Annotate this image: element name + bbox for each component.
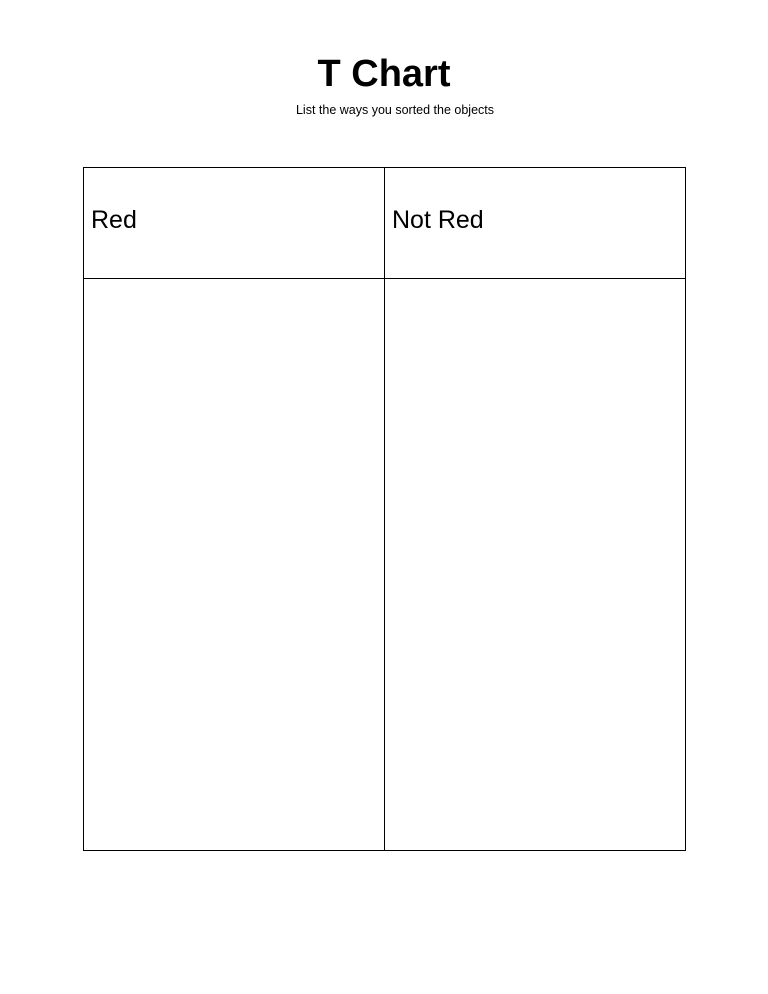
page-subtitle: List the ways you sorted the objects [295, 103, 495, 117]
column-header-red [84, 168, 385, 279]
page-title: T Chart [317, 53, 451, 95]
red-column-cell[interactable] [84, 279, 385, 851]
not-red-column-cell[interactable] [385, 279, 686, 851]
t-chart-header-row [84, 168, 686, 279]
t-chart-body-row [84, 279, 686, 851]
column-header-not-red [385, 168, 686, 279]
t-chart-table [83, 167, 686, 851]
column-header-label: Not Red [392, 205, 484, 234]
column-header-label: Red [91, 205, 137, 234]
